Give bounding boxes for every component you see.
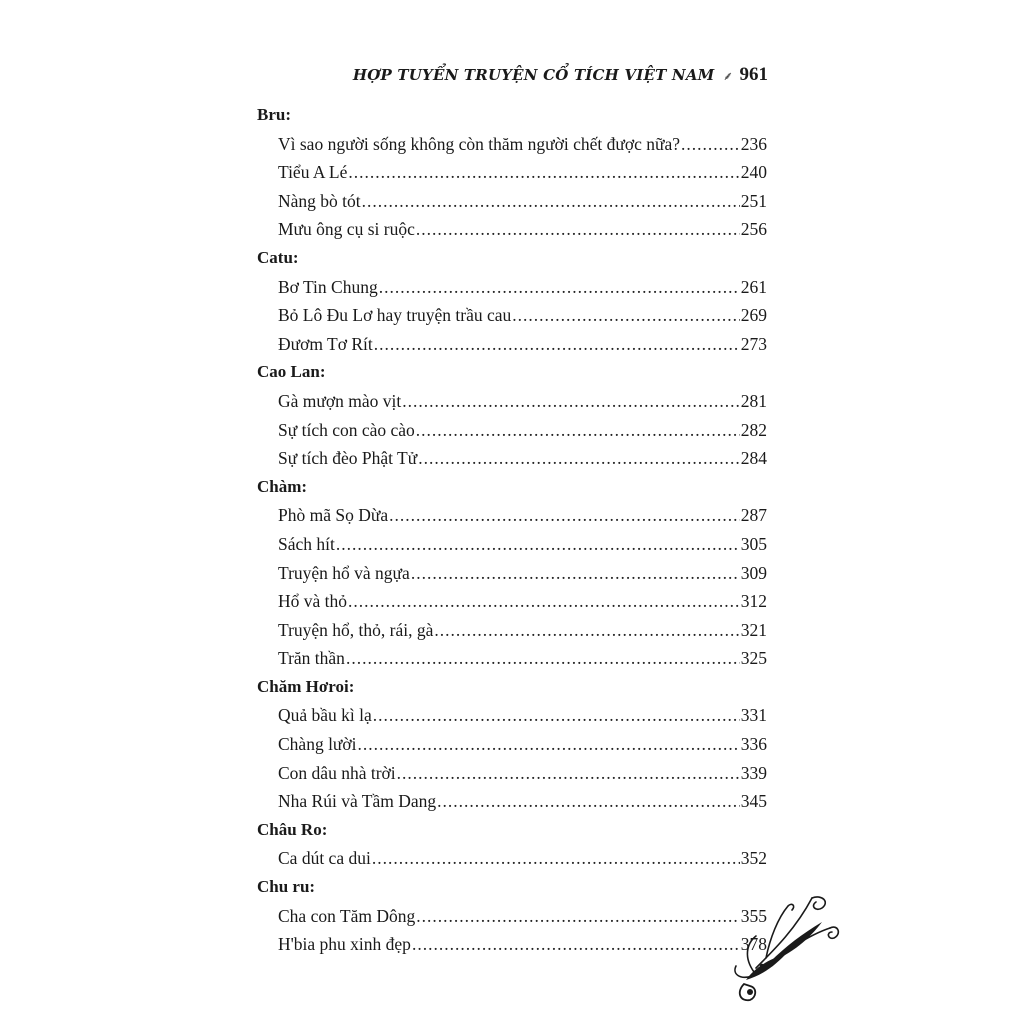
toc-entry[interactable] [257, 301, 767, 330]
entry-page-number: 336 [740, 734, 767, 755]
dot-leader [379, 273, 740, 302]
entry-page-number: 312 [740, 591, 767, 612]
dot-leader [416, 215, 740, 244]
entry-title: Vì sao người sống không còn thăm người chết được nữa? [278, 133, 681, 154]
entry-title: Gà mượn mào vịt [278, 390, 402, 411]
toc-entry[interactable] [257, 787, 767, 816]
entry-title: Truyện hổ, thỏ, rái, gà [278, 619, 434, 640]
toc-entry[interactable] [257, 701, 767, 730]
entry-page-number: 261 [740, 276, 767, 297]
dot-leader [411, 559, 740, 588]
toc-entry[interactable] [257, 730, 767, 759]
entry-page-number: 287 [740, 505, 767, 526]
entry-title: Mưu ông cụ si ruộc [278, 219, 415, 240]
section-heading: Catu: [257, 247, 299, 267]
table-of-contents [257, 101, 767, 959]
entry-page-number: 345 [740, 791, 767, 812]
running-header [353, 64, 768, 86]
entry-page-number: 305 [740, 533, 767, 554]
entry-page-number: 331 [740, 705, 767, 726]
dot-leader [358, 730, 740, 759]
toc-entry[interactable] [257, 215, 767, 244]
dot-leader [346, 644, 740, 673]
entry-title: Đươm Tơ Rít [278, 333, 373, 354]
toc-entry[interactable] [257, 530, 767, 559]
entry-page-number: 256 [740, 219, 767, 240]
entry-page-number: 282 [740, 419, 767, 440]
entry-title: Chàng lười [278, 734, 357, 755]
feather-ornament-icon: ⸙ [722, 69, 732, 83]
toc-entry[interactable] [257, 587, 767, 616]
toc-entry[interactable] [257, 158, 767, 187]
dot-leader [416, 416, 740, 445]
toc-entry[interactable] [257, 501, 767, 530]
entry-page-number: 281 [740, 390, 767, 411]
dot-leader [412, 930, 740, 959]
entry-page-number: 325 [740, 648, 767, 669]
entry-title: Truyện hổ và ngựa [278, 562, 410, 583]
entry-page-number: 378 [740, 934, 767, 955]
section-heading: Chu ru: [257, 877, 316, 897]
toc-entry[interactable] [257, 130, 767, 159]
toc-entry[interactable] [257, 273, 767, 302]
dot-leader [416, 902, 740, 931]
entry-title: Nha Rúi và Tầm Dang [278, 791, 437, 812]
section-heading: Chăm Hơroi: [257, 676, 355, 696]
entry-title: Sự tích đèo Phật Tử [278, 448, 418, 469]
section-heading: Châu Ro: [257, 819, 328, 839]
toc-entry[interactable] [257, 844, 767, 873]
toc-entry[interactable] [257, 616, 767, 645]
entry-page-number: 240 [740, 162, 767, 183]
toc-entry[interactable] [257, 187, 767, 216]
section-heading: Bru: [257, 105, 291, 124]
dot-leader [362, 187, 740, 216]
dot-leader [373, 701, 740, 730]
toc-entry[interactable] [257, 930, 767, 959]
entry-title: Bỏ Lô Đu Lơ hay truyện trầu cau [278, 305, 512, 326]
dot-leader [397, 759, 740, 788]
entry-title: Bơ Tin Chung [278, 276, 378, 297]
entry-title: Nàng bò tót [278, 190, 361, 211]
dot-leader [434, 616, 739, 645]
section-heading: Cao Lan: [257, 362, 326, 382]
dot-leader [389, 501, 740, 530]
toc-entry[interactable] [257, 387, 767, 416]
dot-leader [348, 158, 739, 187]
dot-leader [418, 444, 740, 473]
dot-leader [512, 301, 739, 330]
toc-entry[interactable] [257, 759, 767, 788]
entry-title: Cha con Tăm Dông [278, 905, 416, 926]
entry-title: Hổ và thỏ [278, 591, 348, 612]
entry-page-number: 236 [740, 133, 767, 154]
floral-corner-ornament-icon [726, 888, 844, 1006]
entry-page-number: 273 [740, 333, 767, 354]
section-heading: Chàm: [257, 476, 308, 496]
entry-title: Quả bầu kì lạ [278, 705, 372, 726]
page-number: 961 [739, 64, 768, 85]
entry-page-number: 284 [740, 448, 767, 469]
entry-page-number: 269 [740, 305, 767, 326]
toc-entry[interactable] [257, 416, 767, 445]
book-title: HỢP TUYỂN TRUYỆN CỔ TÍCH VIỆT NAM [352, 66, 715, 84]
dot-leader [348, 587, 740, 616]
entry-title: Trăn thần [278, 648, 345, 669]
entry-title: Ca dút ca dui [278, 848, 371, 869]
entry-page-number: 339 [740, 762, 767, 783]
toc-entry[interactable] [257, 644, 767, 673]
entry-title: Sách hít [278, 533, 335, 554]
dot-leader [374, 330, 740, 359]
toc-entry[interactable] [257, 902, 767, 931]
dot-leader [681, 130, 740, 159]
entry-page-number: 321 [740, 619, 767, 640]
entry-page-number: 251 [740, 190, 767, 211]
entry-page-number: 309 [740, 562, 767, 583]
entry-title: Phò mã Sọ Dừa [278, 505, 389, 526]
entry-title: Sự tích con cào cào [278, 419, 415, 440]
toc-entry[interactable] [257, 330, 767, 359]
entry-page-number: 352 [740, 848, 767, 869]
dot-leader [336, 530, 740, 559]
toc-entry[interactable] [257, 444, 767, 473]
entry-title: Tiểu A Lé [278, 162, 348, 183]
dot-leader [402, 387, 740, 416]
dot-leader [372, 844, 740, 873]
entry-title: Con dâu nhà trời [278, 762, 396, 783]
dot-leader [437, 787, 740, 816]
toc-entry[interactable] [257, 559, 767, 588]
entry-page-number: 355 [740, 905, 767, 926]
entry-title: H'bia phu xinh đẹp [278, 934, 411, 955]
